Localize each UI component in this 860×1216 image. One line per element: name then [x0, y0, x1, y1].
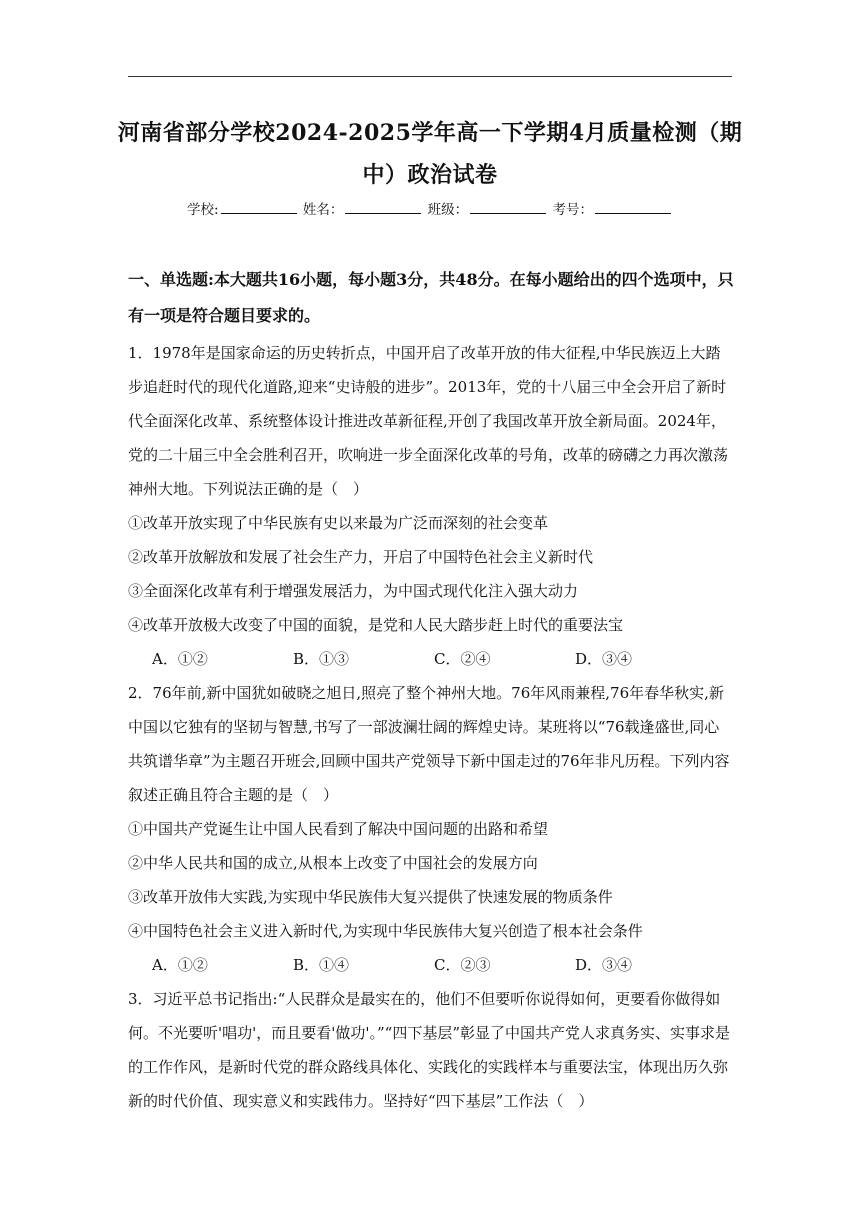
name-blank[interactable]	[345, 201, 421, 214]
question-2-statement-4: ④中国特色社会主义进入新时代,为实现中华民族伟大复兴创造了根本社会条件	[128, 922, 643, 940]
question-1-statement-4: ④改革开放极大改变了中国的面貌，是党和人民大踏步赶上时代的重要法宝	[128, 616, 624, 634]
school-blank[interactable]	[221, 201, 297, 214]
question-1-statement-3: ③全面深化改革有利于增强发展活力，为中国式现代化注入强大动力	[128, 582, 579, 600]
top-rule	[128, 76, 732, 77]
option-d[interactable]: D．③④	[575, 956, 633, 974]
question-1-options	[128, 642, 734, 676]
question-1-stem: 1．1978年是国家命运的历史转折点，中国开启了改革开放的伟大征程,中华民族迈上大踏步追赶时代的现代化道路,迎来“史诗般的进步”。2013年，党的十八届三中全会开启了新时代全面深化改革、系统整体设计推进改革新征程,开创了我国改革开放全新局面。2024年，党的二十届三中全会胜利召开，吹响进一步全面深化改革的号角，改革的磅礴之力再次激荡神州大地。下列说法正确的是（ ）	[128, 344, 729, 498]
question-3-stem: 3．习近平总书记指出:“人民群众是最实在的，他们不但要听你说得如何，更要看你做得如何。不光要听'唱功'，而且要看'做功'。”“四下基层”彰显了中国共产党人求真务实、实事求是的工作作风，是新时代党的群众路线具体化、实践化的实践样本与重要法宝，体现出历久弥新的时代价值、现实意义和实践伟力。坚持好“四下基层”工作法（ ）	[128, 990, 731, 1110]
question-2-statement-2: ②中华人民共和国的成立,从根本上改变了中国社会的发展方向	[128, 854, 538, 872]
question-2-statement-3: ③改革开放伟大实践,为实现中华民族伟大复兴提供了快速发展的物质条件	[128, 888, 613, 906]
option-c[interactable]: C．②③	[434, 956, 491, 974]
option-b[interactable]: B．①④	[293, 956, 350, 974]
exam-number-blank[interactable]	[595, 201, 671, 214]
option-c[interactable]: C．②④	[434, 650, 491, 668]
option-d[interactable]: D．③④	[575, 650, 633, 668]
page-title-line1: 河南省部分学校2024-2025学年高一下学期4月质量检测（期	[117, 120, 743, 146]
class-label: 班级：	[427, 202, 469, 218]
question-2-stem: 2．76年前,新中国犹如破晓之旭日,照亮了整个神州大地。76年风雨兼程,76年春华秋实,新中国以它独有的坚韧与智慧,书写了一部波澜壮阔的辉煌史诗。某班将以“76载逢盛世,同心共筑谱华章”为主题召开班会,回顾中国共产党领导下新中国走过的76年非凡历程。下列内容叙述正确且符合主题的是（ ）	[128, 684, 730, 804]
option-a[interactable]: A．①②	[152, 956, 208, 974]
question-2-options	[128, 948, 734, 982]
exam-number-label: 考号：	[552, 202, 593, 218]
exam-content	[128, 262, 734, 1118]
page-title-line2: 中）政治试卷	[362, 162, 498, 188]
question-2-statement-1: ①中国共产党诞生让中国人民看到了解决中国问题的出路和希望	[128, 820, 549, 838]
option-a[interactable]: A．①②	[152, 650, 208, 668]
option-b[interactable]: B．①③	[293, 650, 350, 668]
school-label: 学校:	[187, 202, 219, 218]
question-1-statement-2: ②改革开放解放和发展了社会生产力，开启了中国特色社会主义新时代	[128, 548, 594, 566]
name-label: 姓名：	[302, 202, 344, 218]
student-info-row	[0, 198, 860, 218]
section-heading: 一、单选题:本大题共16小题，每小题3分，共48分。在每小题给出的四个选项中，只有一项是符合题目要求的。	[128, 270, 734, 325]
question-1-statement-1: ①改革开放实现了中华民族有史以来最为广泛而深刻的社会变革	[128, 514, 549, 532]
class-blank[interactable]	[470, 201, 546, 214]
